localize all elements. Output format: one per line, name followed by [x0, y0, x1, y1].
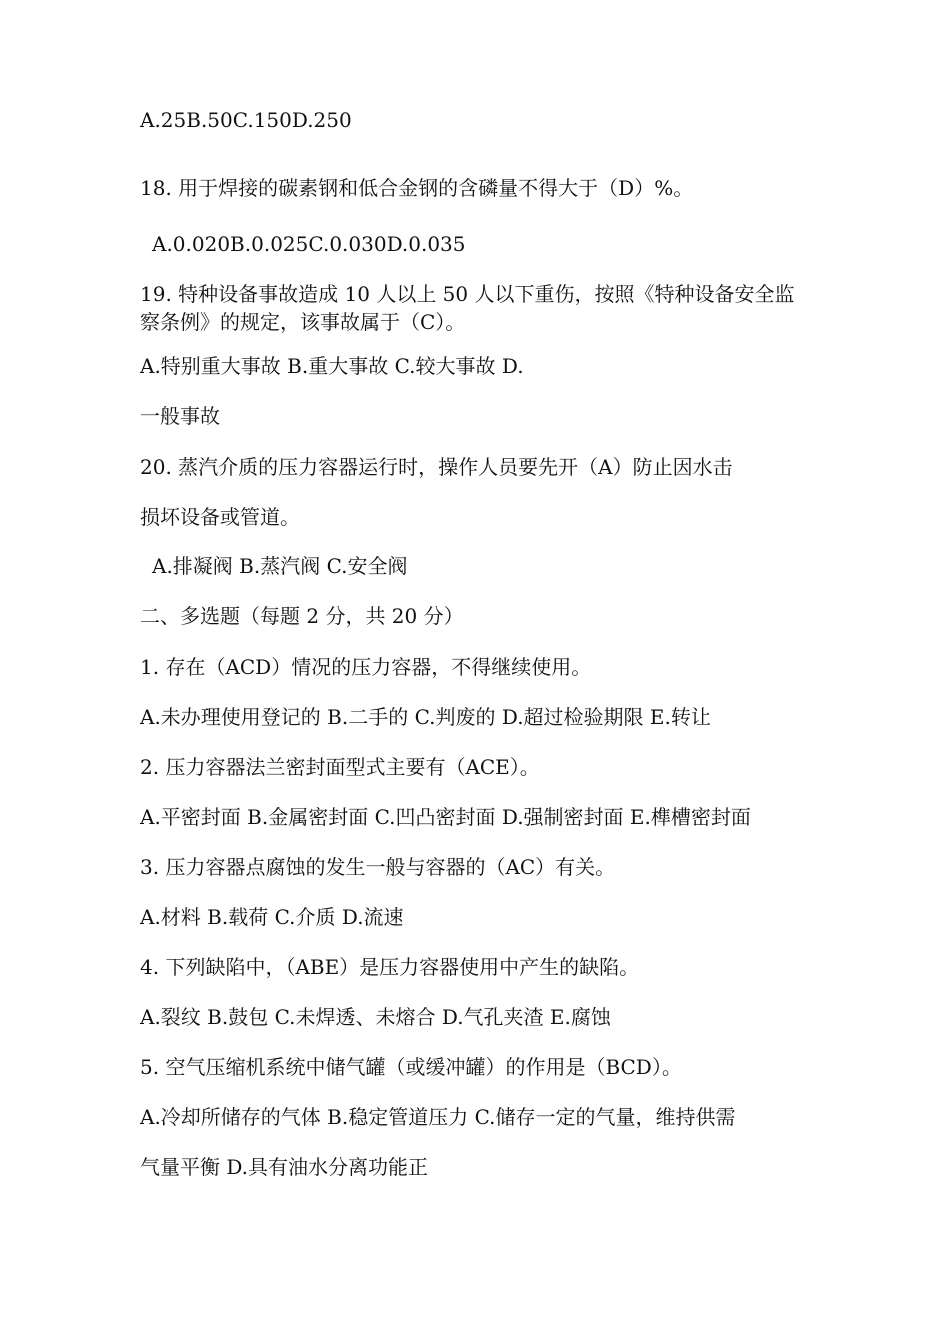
mq5-options-cont: 气量平衡 D.具有油水分离功能正	[140, 1155, 429, 1179]
mq2-question: 2. 压力容器法兰密封面型式主要有（ACE）。	[140, 755, 540, 779]
mq4-options: A.裂纹 B.鼓包 C.未焊透、未熔合 D.气孔夹渣 E.腐蚀	[140, 1005, 611, 1029]
mq5-options: A.冷却所储存的气体 B.稳定管道压力 C.储存一定的气量，维持供需	[140, 1105, 736, 1129]
q20-question-cont: 损坏设备或管道。	[140, 505, 300, 529]
q19-question: 19. 特种设备事故造成 10 人以上 50 人以下重伤，按照《特种设备安全监察条例》的规定，该事故属于（C）。	[140, 282, 795, 334]
mq5-question: 5. 空气压缩机系统中储气罐（或缓冲罐）的作用是（BCD）。	[140, 1055, 682, 1079]
section-heading: 二、多选题（每题 2 分，共 20 分）	[140, 604, 464, 628]
q20-question: 20. 蒸汽介质的压力容器运行时，操作人员要先开（A）防止因水击	[140, 455, 733, 479]
mq4-question: 4. 下列缺陷中，（ABE）是压力容器使用中产生的缺陷。	[140, 955, 640, 979]
q18-question: 18. 用于焊接的碳素钢和低合金钢的含磷量不得大于（D）%。	[140, 176, 694, 200]
q17-options: A.25B.50C.150D.250	[140, 108, 352, 132]
mq3-question: 3. 压力容器点腐蚀的发生一般与容器的（AC）有关。	[140, 855, 616, 879]
mq1-options: A.未办理使用登记的 B.二手的 C.判废的 D.超过检验期限 E.转让	[140, 705, 711, 729]
q19-options-cont: 一般事故	[140, 404, 220, 428]
q19-options: A.特别重大事故 B.重大事故 C.较大事故 D.	[140, 354, 524, 378]
mq2-options: A.平密封面 B.金属密封面 C.凹凸密封面 D.强制密封面 E.榫槽密封面	[140, 805, 751, 829]
q20-options: A.排凝阀 B.蒸汽阀 C.安全阀	[152, 554, 408, 578]
mq3-options: A.材料 B.载荷 C.介质 D.流速	[140, 905, 404, 929]
mq1-question: 1. 存在（ACD）情况的压力容器，不得继续使用。	[140, 655, 592, 679]
q18-options: A.0.020B.0.025C.0.030D.0.035	[152, 232, 466, 256]
